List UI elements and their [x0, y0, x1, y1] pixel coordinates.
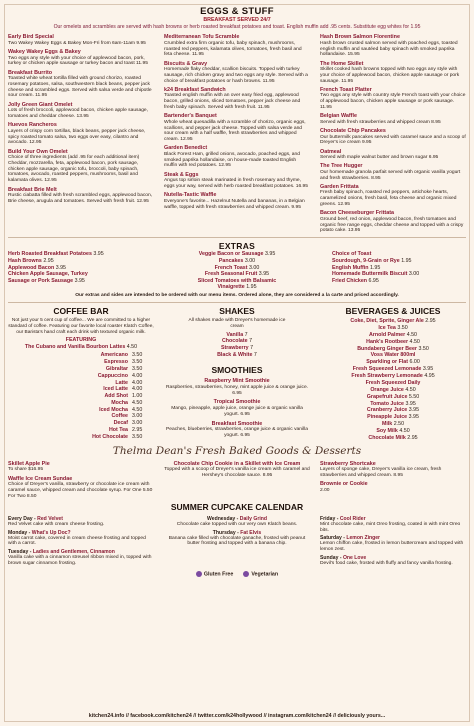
cupcake-day-name: Sunday	[320, 554, 339, 561]
eggs-section	[8, 4, 466, 234]
shake-item-name: Strawberry	[220, 345, 249, 352]
beverage-item-price: 4.50	[406, 331, 417, 338]
beverage-item-name: Cranberry Juice	[366, 407, 408, 414]
coffee-item-name: Iced Latte	[103, 386, 128, 393]
extras-item-name: Fresh Seasonal Fruit	[204, 271, 258, 278]
menu-item-description: Everyone's favorite... Hazelnut Nutella and bananas, in a Belgian waffle, topped with fresh strawberries and whipped cream. 9.95	[164, 198, 305, 210]
extras-item-price: 3.00	[408, 271, 420, 278]
cupcake-day: Thursday - Fat Elvis	[212, 529, 262, 536]
extras-col-3	[320, 251, 466, 291]
shakes-list	[164, 332, 310, 360]
extras-item-name: Sourdough, 9-Grain or Rye	[332, 257, 400, 264]
dessert-item-title: Skillet Apple Pie	[8, 460, 50, 467]
extras-item	[332, 278, 466, 285]
menu-item-title: Build Your Own Omelet	[8, 148, 68, 155]
coffee-item-name: Add Shot	[104, 393, 128, 400]
smoothie-item-description: Raspberries, strawberries, honey, mint apple juice & orange juice. 6.95	[165, 384, 309, 396]
menu-item-description: Skillet cooked hash browns topped with two eggs any style with your choice of applewood bacon, chicken apple sausage or pork sausage. 11.95	[320, 67, 460, 84]
menu-item-title: Chocolate Chip Pancakes	[320, 128, 386, 135]
extras-item	[164, 251, 310, 258]
menu-item-title: Breakfast Brie Melt	[8, 186, 57, 193]
calendar-col-3	[320, 514, 466, 567]
menu-item-description: Choice of three ingredients (add .95 for each additional item) Cheddar, mozzarella, feta, applewood bacon, pork sausage, chicken apple sausage, organic tofu, broccoli, baby spinach, tomatoes, avocado, roasted peppers, mushrooms, basil and kalamata olives. 12.95	[8, 155, 140, 184]
menu-item-title: Steak & Eggs	[164, 171, 199, 178]
coffee-list	[8, 352, 154, 440]
coffee-item	[8, 352, 154, 359]
footer-links: kitchen24.info // facebook.com/kitchen24 // twitter.com/k24hollywood // instagram.com/kitchen24 // deliciously yours...	[88, 712, 386, 719]
shake-item-price: 7	[249, 338, 253, 345]
beverage-item-name: Voss Water 800ml	[370, 352, 416, 359]
menu-item-description: Layers of crispy corn tortillas, black beans, pepper jack cheese, spicy roasted tomato salsa, two eggs over easy, cilantro and avocado. 12.95	[8, 128, 146, 146]
coffee-item	[8, 359, 154, 366]
bakery-col-2	[164, 458, 310, 499]
coffee-item	[8, 366, 154, 373]
menu-item-description: Black Forest Ham, grilled onions, avocado, poached eggs, and smoked paprika hollandaise, on house-made toasted English muffin with red potatoes. 12.95	[164, 151, 300, 169]
extras-item-name: Veggie Bacon or Sausage	[198, 251, 264, 258]
cupcake-description: Red Velvet cake with cream cheese frosting.	[8, 521, 105, 527]
cupcake-day: Every Day - Red Velvet	[8, 515, 63, 522]
menu-item-title: Belgian Waffle	[320, 113, 357, 120]
eggs-col-3	[320, 32, 466, 234]
cupcake-flavor-name: Fat Elvis	[240, 529, 262, 536]
menu-item-title: Nutella-Tastic Waffle	[164, 192, 217, 199]
extras-item	[164, 284, 310, 291]
menu-item-description: Homemade flaky cheddar, scallion biscuits. Topped with turkey sausage, rich chicken gravy and two eggs any style. Served with a choice of breakfast potatoes or hash browns. 11.95	[164, 67, 308, 84]
menu-item-title: The Home Skillet	[320, 60, 364, 67]
coffee-item-price: 4.00	[132, 372, 143, 379]
menu-item-description: Two Wakey Wakey Eggs & Bakey Mon-Fri from 6am-11am 9.95	[8, 40, 146, 46]
extras-item	[164, 265, 310, 272]
extras-item	[164, 258, 310, 265]
cupcake-flavor-name: Red Velvet	[37, 515, 63, 522]
beverage-item-name: Sparkling or Flat	[366, 359, 408, 366]
menu-item-title: Early Bird Special	[8, 34, 54, 41]
extras-item-price: 1.95	[401, 257, 412, 264]
beverages-title: BEVERAGES & JUICES	[345, 305, 441, 316]
beverage-item	[320, 401, 466, 408]
shakes-intro: All shakes made with Dreyer's homemade ice cream	[188, 318, 286, 329]
eggs-title: EGGS & STUFF	[200, 6, 274, 17]
menu-item-title: Wakey Wakey Eggs & Bakey	[8, 49, 81, 56]
extras-item-price: 3.95	[55, 264, 66, 271]
extras-item-price: 1.95	[369, 264, 381, 271]
coffee-intro: Not just your 5 cent cup of coffee... We are committed to a higher standard of coffee. Featuring our favorite local roaster Klatch Coffee, our Barista's hand craft each drink with textured organic milk.	[8, 318, 154, 335]
shakes-title: SHAKES	[219, 305, 255, 316]
beverage-item-name: Orange Juice	[370, 386, 404, 393]
coffee-item-price: 3.50	[132, 359, 143, 366]
dessert-item-description: 2.00	[320, 487, 330, 493]
extras-item-price: 3.00	[244, 257, 256, 264]
gluten-free-legend	[196, 571, 233, 578]
menu-item-description: Crumbled extra firm organic tofu, baby spinach, mushrooms, roasted red peppers, kalamata olives, tomatoes, fresh basil and feta cheese. 11.95	[164, 40, 302, 58]
cupcake-description: Banana cake filled with chocolate ganache, frosted with peanut butter frosting and topped with a banana chip.	[168, 535, 306, 547]
cupcake-day: Sunday - One Love	[320, 554, 367, 561]
beverage-item-name: Hank's Rootbeer	[366, 338, 409, 345]
beverage-item-price: 3.95	[422, 366, 434, 373]
extras-item	[8, 265, 154, 272]
gluten-free-icon	[196, 571, 202, 577]
menu-item-title: Garden Frittata	[320, 183, 359, 190]
beverage-item-price: 4.50	[399, 428, 410, 435]
beverage-item	[320, 339, 466, 346]
cupcake-day-name: Wednesday	[207, 515, 236, 522]
smoothie-item-description: Mango, pineapple, apple juice, orange juice & organic vanilla yogurt. 6.95	[171, 405, 303, 417]
extras-item-name: Homemade Buttermilk Biscuit	[332, 271, 408, 278]
coffee-item-name: Mocha	[111, 399, 128, 406]
coffee-featuring: FEATURING	[65, 337, 97, 344]
beverage-item-name: Fresh Squeezed Daily	[365, 379, 421, 386]
cupcake-day: Tuesday - Ladies and Gentlemen, Cinnamon	[8, 549, 115, 556]
coffee-item-name: Hot Tea	[108, 426, 128, 433]
extras-item-name: Hash Browns	[8, 257, 42, 264]
extras-item-price: 2.95	[43, 257, 54, 264]
shake-item-price: 7	[244, 331, 248, 338]
smoothies-list	[164, 378, 310, 439]
eggs-col-2	[164, 32, 310, 234]
extras-item-price: 3.95	[93, 251, 104, 258]
extras-item-name: Chicken Apple Sausage, Turkey	[8, 271, 88, 278]
beverage-item	[320, 380, 466, 387]
coffee-item	[8, 420, 154, 427]
smoothie-item-title: Breakfast Smoothie	[211, 420, 263, 427]
shake-item-name: Black & White	[217, 352, 253, 359]
beverage-item-price: 4.95	[424, 373, 435, 380]
coffee-item-price: 2.95	[132, 426, 143, 433]
coffee-feature-name: The Cubano and Vanilla Bourbon Lattes	[24, 343, 126, 350]
cupcake-flavor-name: Lemon Zinger	[346, 535, 381, 542]
extras-col-2	[164, 251, 310, 291]
dessert-item-title: Chocolate Chip Cookie in a Skillet with Ice Cream	[173, 460, 301, 467]
coffee-item-name: Coffee	[111, 413, 128, 420]
eggs-col-1	[8, 32, 154, 234]
vegetarian-label: Vegetarian	[251, 571, 279, 578]
beverage-item-name: Milk	[381, 421, 393, 428]
extras-item	[8, 278, 154, 285]
calendar-col-1	[8, 514, 154, 567]
dessert-item-title: Brownie or Cookie	[320, 481, 368, 488]
cupcake-day: Saturday - Lemon Zinger	[320, 535, 381, 542]
shakes-smoothies-section	[164, 306, 310, 442]
coffee-item-name: Hot Chocolate	[92, 433, 128, 440]
menu-item-description: Lots of fresh broccoli, applewood bacon, chicken apple sausage, tomatoes and cheddar cheese. 13.95	[8, 108, 149, 120]
coffee-item-price: 4.50	[132, 406, 143, 413]
beverage-item	[320, 332, 466, 339]
beverages-section	[320, 306, 466, 442]
beverage-item	[320, 366, 466, 373]
extras-item	[164, 278, 310, 285]
bakery-title: Thelma Dean's Fresh Baked Goods & Desserts	[112, 444, 362, 457]
beverage-item-price: 3.50	[397, 324, 408, 331]
beverage-item-name: Grapefruit Juice	[366, 393, 408, 400]
beverage-item	[320, 394, 466, 401]
coffee-title: COFFEE BAR	[53, 305, 109, 316]
menu-item-title: The Tree Hugger	[320, 163, 363, 170]
menu-item-title: Bacon Cheeseburger Frittata	[320, 210, 394, 217]
coffee-item-price: 4.00	[132, 379, 143, 386]
beverage-item	[320, 352, 466, 359]
coffee-item	[8, 380, 154, 387]
beverage-item-price: 5.50	[408, 393, 420, 400]
menu-item-description: Angus top sirloin steak marinated in fresh rosemary and thyme, eggs your way, served with herb roasted breakfast potatoes. 16.95	[164, 178, 308, 190]
shake-item	[164, 338, 310, 345]
cupcake-flavor-name: One Love	[342, 554, 367, 561]
beverage-item-price: 2.95	[425, 318, 436, 325]
smoothie-item-description: Peaches, blueberries, strawberries, orange juice & organic vanilla yogurt. 6.95	[166, 427, 308, 439]
shake-item	[164, 352, 310, 359]
extras-item-name: Sliced Tomatoes with Balsamic	[197, 277, 277, 284]
extras-item	[332, 258, 466, 265]
extras-item	[332, 251, 466, 258]
menu-item-description: Served with maple walnut butter and brown sugar 6.95	[320, 155, 439, 161]
menu-item-description: Two eggs any style with your choice of applewood bacon, pork, turkey or chicken apple sausage or turkey bacon and toast 11.95	[8, 55, 148, 67]
calendar-title: SUMMER CUPCAKE CALENDAR	[170, 502, 304, 513]
menu-item-title: Breakfast Burrito	[8, 69, 53, 76]
coffee-item-name: Americano	[100, 352, 128, 359]
cupcake-day-name: Friday	[320, 515, 336, 522]
beverage-item-price: 6.00	[409, 359, 420, 366]
divider	[8, 237, 466, 238]
extras-item-name: Choice of Toast	[332, 251, 372, 258]
dessert-item-title: Waffle Ice Cream Sundae	[8, 475, 73, 482]
cupcake-description: Devil's food cake, frosted with fluffy and fancy vanilla frosting.	[320, 561, 453, 567]
coffee-item-name: Decaf	[113, 420, 128, 427]
coffee-item-name: Iced Mocha	[99, 406, 128, 413]
extras-item-price: 3.95	[264, 251, 276, 258]
coffee-item	[8, 386, 154, 393]
coffee-item-price: 1.00	[132, 393, 143, 400]
shake-item-price: 7	[250, 345, 254, 352]
extras-item-price: 3.95	[74, 277, 85, 284]
cupcake-flavor-name: Cool Rider	[339, 515, 366, 522]
cupcake-day-name: Every Day	[8, 515, 33, 522]
extras-col-1	[8, 251, 154, 291]
shake-item	[164, 332, 310, 339]
cupcake-flavor-name: Ladies and Gentlemen, Cinnamon	[32, 549, 115, 556]
cupcake-description: Chocolate cake topped with our very own Klatch beans.	[176, 521, 298, 527]
extras-item-price: 3.95	[258, 271, 270, 278]
cupcake-day: Wednesday - Daily Grind	[207, 515, 267, 522]
coffee-item-name: Gibraltar	[105, 366, 128, 373]
menu-item-description: Served with fresh strawberries and whipped cream 8.95	[320, 119, 441, 125]
beverage-item-name: Fresh Strawberry Lemonade	[351, 373, 423, 380]
extras-item	[8, 258, 154, 265]
coffee-feature-item	[8, 344, 154, 351]
coffee-item-price: 3.00	[132, 420, 143, 427]
coffee-item-price: 3.50	[132, 366, 143, 373]
coffee-item	[8, 400, 154, 407]
cupcake-description: Moist carrot cake, covered in cream cheese frosting and topped with a carrot.	[8, 535, 146, 547]
beverage-item-name: Tomato Juice	[370, 400, 404, 407]
bakery-col-3	[320, 458, 466, 499]
dessert-item-description: Topped with a scoop of Dreyer's vanilla ice cream with caramel and Hershey's chocolate sauce. 8.95	[164, 467, 310, 479]
menu-item-title: Hash Brown Salmon Florentine	[320, 34, 400, 41]
beverage-item	[320, 387, 466, 394]
cupcake-description: Lemon chiffon cake, frosted in lemon buttercream and topped with lemon zest.	[320, 541, 464, 553]
beverage-item-name: Bundaberg Ginger Beer	[357, 345, 417, 352]
menu-item-title: Mediterranean Tofu Scramble	[164, 34, 240, 41]
dessert-item-description: Layers of sponge cake, Dreyer's vanilla ice cream, fresh strawberries and whipped cream. 8.95	[320, 467, 442, 479]
beverage-item-name: Arnold Palmer	[368, 331, 406, 338]
menu-item-title: Huevos Rancheros	[8, 122, 57, 129]
menu-item-description: Two eggs any style with country style French toast with your choice of applewood bacon, chicken apple sausage or pork sausage. 11.95	[320, 93, 466, 111]
cupcake-flavor-name: Daily Grind	[239, 515, 267, 522]
beverage-item	[320, 414, 466, 421]
menu-item-description: Fresh baby spinach, roasted red peppers, artichoke hearts, caramelized onions, fresh basil, feta cheese and organic mixed greens. 12.95	[320, 190, 457, 207]
coffee-item	[8, 373, 154, 380]
coffee-item	[8, 393, 154, 400]
beverage-item	[320, 407, 466, 414]
extras-item-name: Vinaigrette	[217, 284, 245, 291]
menu-item-description: Rustic ciabatta filled with fresh scrambled eggs, applewood bacon, Brie cheese, arugula and tomatoes. Served with fresh fruit. 12.95	[8, 193, 153, 204]
beverage-item-price: 3.50	[418, 345, 429, 352]
shake-item-name: Vanilla	[226, 331, 244, 338]
menu-item-description: Hash brown crusted salmon served with poached eggs, toasted english muffin and sautéed baby spinach with smoked paprika hollandaise. 15.95	[320, 40, 458, 58]
dessert-item-description: To share $16.95	[8, 467, 44, 473]
menu-item-title: Oatmeal	[320, 148, 342, 155]
beverage-item	[320, 435, 466, 442]
extras-item-name: Fried Chicken	[332, 277, 368, 284]
beverage-item	[320, 421, 466, 428]
menu-item-title: Bartender's Banquet	[164, 113, 217, 120]
beverage-item	[320, 359, 466, 366]
beverage-item-price: 3.95	[408, 407, 420, 414]
menu-item-title: Biscuits & Gravy	[164, 60, 208, 67]
beverage-item-price: 4.50	[405, 386, 416, 393]
menu-item-title: k24 Breakfast Sandwich	[164, 87, 226, 93]
extras-item	[332, 265, 466, 272]
coffee-item-price: 3.50	[132, 352, 143, 359]
extras-item	[332, 271, 466, 278]
extras-item-name: Herb Roasted Breakfast Potatoes	[8, 251, 92, 258]
vegetarian-icon	[243, 571, 249, 577]
beverage-item-name: Chocolate Milk	[368, 434, 406, 441]
beverage-item-name: Ice Tea	[378, 324, 396, 331]
cupcake-day-name: Thursday	[212, 529, 236, 536]
beverage-item-price: 3.95	[405, 400, 416, 407]
menu-item-title: Jolly Green Giant Omelet	[8, 101, 73, 108]
extras-item-price: 1.95	[246, 284, 257, 291]
shake-item	[164, 345, 310, 352]
menu-item-description: Toasted white wheat tortilla filled with ground chorizo, roasted rosemary potatoes, salsa, southwestern black beans, pepper jack cheese and scrambled eggs. Served with salsa verde and chipotle sour cream. 11.95	[8, 76, 152, 99]
cupcake-day: Friday - Cool Rider	[320, 515, 366, 522]
smoothie-item-title: Tropical Smoothie	[213, 399, 261, 406]
cupcake-day-name: Saturday	[320, 535, 342, 542]
menu-item-description: Whole wheat quesadilla with a scramble of chorizo, organic eggs, scallions, and pepper jack cheese. Topped with salsa verde and sour cream with a half waffle, fresh strawberries and whipped cream. 12.95	[164, 119, 306, 143]
menu-item-description: Our homemade granola parfait served with organic vanilla yogurt and fresh strawberries. 8.95	[320, 169, 461, 181]
coffee-item	[8, 407, 154, 414]
menu-item-description: Our buttermilk pancakes served with caramel sauce and a scoop of Dreyer's ice cream 9.95	[320, 134, 466, 146]
beverage-item	[320, 325, 466, 332]
extras-title: EXTRAS	[218, 241, 256, 252]
coffee-item-price: 3.50	[132, 433, 143, 440]
extras-item-name: French Toast	[214, 264, 248, 271]
shake-item-name: Chocolate	[221, 338, 248, 345]
extras-item	[8, 271, 154, 278]
coffee-feature-price: 4.50	[126, 343, 138, 350]
extras-item	[8, 251, 154, 258]
vegetarian-legend	[243, 571, 278, 578]
extras-item-name: English Muffin	[332, 264, 369, 271]
beverage-item-price: 4.50	[409, 338, 420, 345]
beverage-item-name: Pineapple Juice	[367, 414, 408, 421]
extras-item-price: 3.00	[249, 264, 260, 271]
extras-section	[8, 241, 466, 299]
cupcake-flavor-name: What's Up Doc?	[31, 529, 71, 536]
menu-item-title: French Toast Platter	[320, 87, 372, 93]
cupcake-day-name: Tuesday	[8, 549, 29, 556]
cupcake-day-name: Monday	[8, 529, 28, 536]
eggs-subtitle: BREAKFAST SERVED 24/7	[203, 17, 271, 24]
smoothies-title: SMOOTHIES	[211, 365, 263, 376]
coffee-item	[8, 434, 154, 441]
coffee-item-price: 3.00	[132, 413, 143, 420]
eggs-intro: Our omelets and scrambles are served with hash browns or herb roasted breakfast potatoes and toast. English muffin add .95 cents. Substitute egg whites for 1.95	[53, 23, 421, 30]
gluten-free-label: Gluten Free	[203, 571, 234, 578]
cupcake-description: Vanilla cake with a cinnamon streusel ribbon mixed in, topped with brown sugar cinnamon frosting.	[8, 555, 152, 567]
extras-item-name: Sausage or Pork Sausage	[8, 277, 74, 284]
coffee-item-name: Cappuccino	[97, 372, 128, 379]
beverage-item-name: Soy Milk	[376, 428, 398, 435]
menu-item-description: Ground beef, red onion, applewood bacon, fresh tomatoes and organic free range eggs, cheddar cheese and topped with a crispy potato cake. 13.95	[320, 216, 464, 234]
menu-item-description: Toasted english muffin with an over easy fried egg, applewood bacon, grilled onions, sliced tomatoes, pepper jack cheese and fresh baby spinach. Served with fresh fruit. 11.95	[164, 93, 301, 111]
extras-item	[164, 271, 310, 278]
coffee-section	[8, 306, 154, 442]
calendar-col-2	[164, 514, 310, 567]
extras-item-name: Pancakes	[218, 257, 244, 264]
cupcake-description: Mint chocolate cake, mint Oreo frosting, coated in with mint Oreo bits.	[320, 521, 461, 533]
coffee-item	[8, 413, 154, 420]
beverage-item-price: 2.50	[393, 421, 405, 428]
beverage-item-name: Coke, Diet, Sprite, Ginger Ale	[350, 318, 424, 325]
coffee-item	[8, 427, 154, 434]
beverage-item-price: 3.95	[408, 414, 419, 421]
smoothie-item-title: Raspberry Mint Smoothie	[204, 378, 270, 385]
beverage-item	[320, 373, 466, 380]
beverage-item	[320, 346, 466, 353]
menu-item-title: Garden Benedict	[164, 145, 208, 152]
extras-item-price: 6.95	[368, 277, 379, 284]
bakery-col-1	[8, 458, 154, 499]
beverage-item-name: Fresh Squeezed Lemonade	[352, 366, 422, 373]
beverages-list	[320, 318, 466, 442]
extras-note: Our extras and sides are intended to be ordered with our menu items. Ordered alone, they are considered a la carte and priced accordingly.	[75, 292, 399, 298]
shake-item-price: 7	[253, 352, 257, 359]
coffee-item-name: Espresso	[104, 359, 128, 366]
beverage-item-price: 2.95	[407, 434, 418, 441]
coffee-item-name: Latte	[115, 379, 128, 386]
beverage-item	[320, 428, 466, 435]
cupcake-day: Monday - What's Up Doc?	[8, 529, 71, 536]
dessert-item-title: Strawberry Shortcake	[320, 460, 376, 467]
coffee-item-price: 4.00	[132, 386, 143, 393]
beverage-item	[320, 318, 466, 325]
diet-legend	[8, 571, 466, 578]
dessert-item-description: Choice of Dreyer's vanilla, strawberry or chocolate ice cream with caramel sauce, whipped cream and chocolate syrup. For One 5.50 For Two 8.50	[8, 482, 153, 499]
coffee-item-price: 4.50	[132, 399, 143, 406]
extras-item-name: Applewood Bacon	[8, 264, 55, 271]
divider	[8, 302, 466, 303]
